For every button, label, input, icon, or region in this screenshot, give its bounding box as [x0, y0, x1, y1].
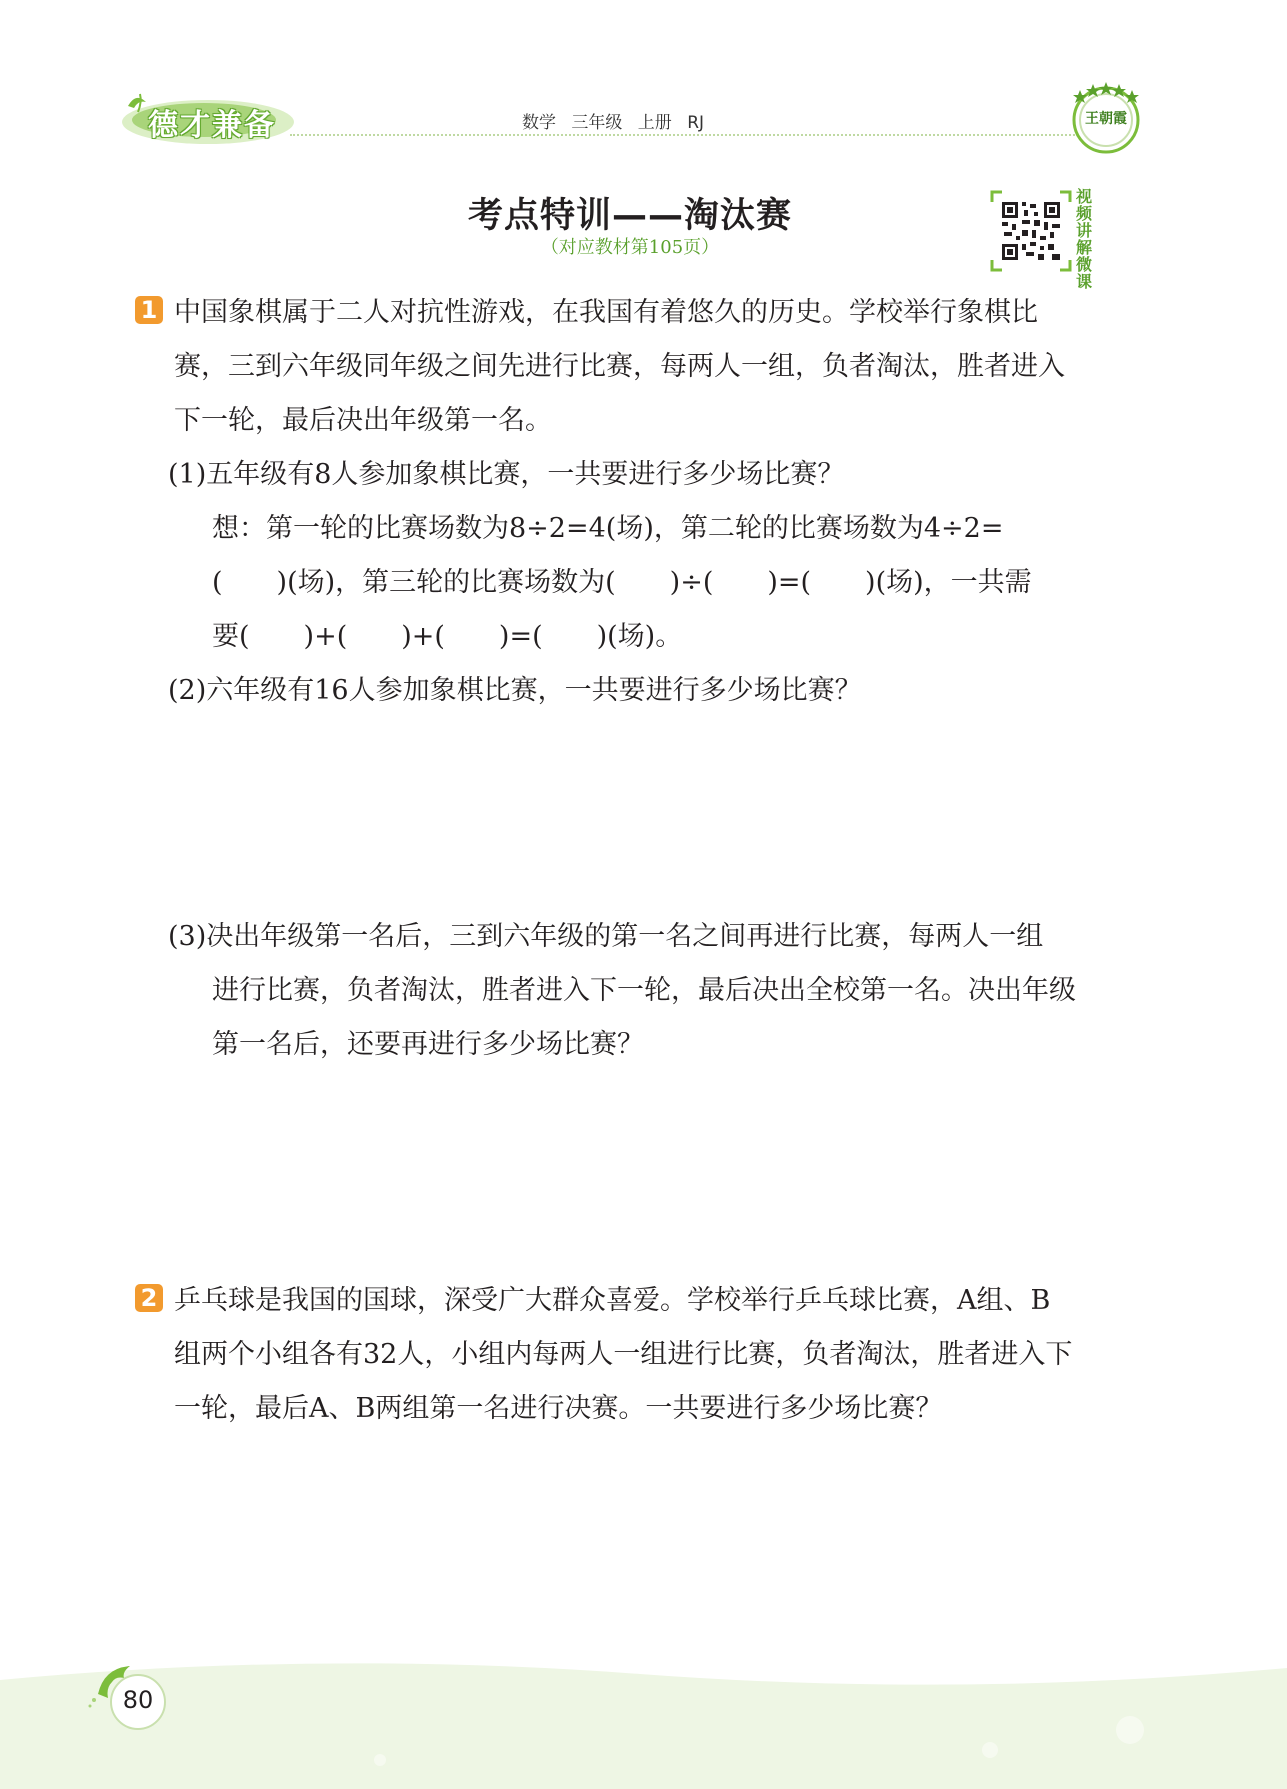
question-2-line-1: 乒乓球是我国的国球，深受广大群众喜爱。学校举行乒乓球比赛，A组、B [174, 1285, 1051, 1316]
question-1-hint-line-1: 想：第一轮的比赛场数为8÷2=4(场)，第二轮的比赛场数为4÷2= [212, 513, 1004, 544]
page-title: 考点特训——淘汰赛 [467, 196, 792, 236]
question-2-badge: 2 [135, 1284, 163, 1312]
page-number: 80 [122, 1686, 154, 1714]
teacher-badge-text: 王朝霞 [1085, 111, 1127, 127]
question-2-line-2: 组两个小组各有32人，小组内每两人一组进行比赛，负者淘汰，胜者进入下 [174, 1339, 1073, 1370]
question-2-line-3: 一轮，最后A、B两组第一名进行决赛。一共要进行多少场比赛？ [174, 1393, 943, 1424]
book-info: 数学 三年级 上册 RJ [522, 113, 705, 133]
question-1-badge: 1 [135, 296, 163, 324]
question-1-part-3-line-2: 进行比赛，负者淘汰，胜者进入下一轮，最后决出全校第一名。决出年级 [212, 975, 1076, 1006]
question-1-line-2: 赛，三到六年级同年级之间先进行比赛，每两人一组，负者淘汰，胜者进入 [174, 351, 1065, 382]
textbook-reference: （对应教材第105页） [540, 237, 720, 258]
question-1-line-3: 下一轮，最后决出年级第一名。 [174, 405, 552, 436]
question-1-part-2: (2)六年级有16人参加象棋比赛，一共要进行多少场比赛？ [168, 675, 862, 706]
qr-caption: 视频讲解微课 [1075, 187, 1092, 291]
answer-area-part-2[interactable] [168, 722, 1128, 912]
answer-area-part-3[interactable] [168, 1076, 1128, 1266]
question-1-line-1: 中国象棋属于二人对抗性游戏，在我国有着悠久的历史。学校举行象棋比 [174, 297, 1038, 328]
question-1-part-3-line-3: 第一名后，还要再进行多少场比赛？ [212, 1029, 644, 1060]
footer-background [0, 1640, 1287, 1789]
answer-area-question-2[interactable] [168, 1440, 1128, 1630]
question-1-part-1: (1)五年级有8人参加象棋比赛，一共要进行多少场比赛？ [168, 459, 845, 490]
qr-code-icon[interactable] [990, 190, 1072, 272]
header-divider [290, 134, 1090, 136]
brand-title: 德才兼备 [148, 108, 276, 143]
question-1-hint-line-2: ( )(场)，第三轮的比赛场数为( )÷( )=( )(场)，一共需 [212, 567, 1032, 598]
question-1-hint-line-3: 要( )+( )+( )=( )(场)。 [212, 621, 683, 652]
question-1-part-3-line-1: (3)决出年级第一名后，三到六年级的第一名之间再进行比赛，每两人一组 [168, 921, 1044, 952]
